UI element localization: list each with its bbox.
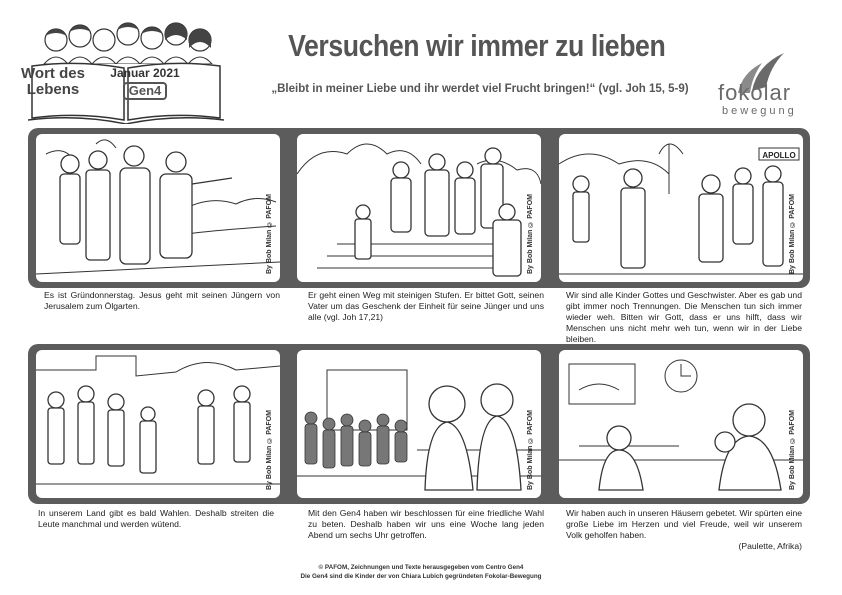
panel-5-drawing — [297, 350, 541, 498]
comic-panel-4 — [36, 350, 280, 498]
panel-2-drawing — [297, 134, 541, 282]
apollo-sign: APOLLO — [762, 151, 796, 160]
comic-panel-3 — [559, 134, 803, 282]
gen4-badge: Gen4 — [123, 82, 168, 100]
panel-credit: By Bob Milan © PAFOM — [266, 410, 273, 490]
panel-3-drawing — [559, 134, 803, 282]
panel-credit: By Bob Milan © PAFOM — [527, 194, 534, 274]
caption-1: Es ist Gründonnerstag. Jesus geht mit seinen Jüngern von Jerusalem zum Ölgarten. — [44, 290, 280, 311]
caption-2: Er geht einen Weg mit steinigen Stufen. Er bittet Gott, seinen Vater um das Geschenk der Einheit für seine Jünger und uns alle (vgl. Joh 17,21) — [308, 290, 544, 322]
panel-6-drawing — [559, 350, 803, 498]
comic-panel-6 — [559, 350, 803, 498]
page-title: Versuchen wir immer zu lieben — [288, 28, 666, 63]
book-right-label — [104, 66, 186, 106]
comic-panel-1 — [36, 134, 280, 282]
panel-credit: By Bob Milan © PAFOM — [266, 194, 273, 274]
logo-line-1: Wort des — [21, 65, 85, 82]
brand-subtitle: bewegung — [722, 105, 797, 117]
footer-line-1: © PAFOM, Zeichnungen und Texte herausgegeben vom Centro Gen4 — [318, 564, 524, 571]
book-left-label — [12, 66, 94, 106]
caption-6-text: Wir haben auch in unseren Häusern gebetet. Wir spürten eine große Liebe im Herzen und viel Freude, weil wir unserem Volk geholfen haben. — [566, 508, 802, 540]
caption-5: Mit den Gen4 haben wir beschlossen für eine friedliche Wahl zu beten. Deshalb haben wir uns eine Woche lang jeden Abend um sechs Uhr getroffen. — [308, 508, 544, 540]
panel-credit: By Bob Milan © PAFOM — [527, 410, 534, 490]
comic-panel-5 — [297, 350, 541, 498]
issue-month: Januar 2021 — [110, 66, 180, 80]
caption-3: Wir sind alle Kinder Gottes und Geschwister. Aber es gab und gibt immer noch Trennungen. Die Menschen tun sich immer wieder weh. Bitten wir Gott, dass er uns hilft, dass wir Menschen uns nicht mehr weh tun, wenn wir in der Liebe bleiben. — [566, 290, 802, 344]
comic-panel-2 — [297, 134, 541, 282]
panel-credit: By Bob Milan © PAFOM — [789, 410, 796, 490]
caption-4: In unserem Land gibt es bald Wahlen. Deshalb streiten die Leute manchmal und werden wütend. — [38, 508, 274, 529]
brand-name: fokolar — [718, 80, 792, 105]
panel-1-drawing — [36, 134, 280, 282]
logo-line-2: Lebens — [26, 81, 80, 98]
bible-quote: „Bleibt in meiner Liebe und ihr werdet viel Frucht bringen!“ (vgl. Joh 15, 5-9) — [271, 83, 689, 95]
caption-6 — [566, 508, 802, 552]
comic-row-1 — [28, 128, 810, 288]
footer-line-2: Die Gen4 sind die Kinder der von Chiara Lubich gegründeten Fokolar-Bewegung — [300, 573, 542, 580]
comic-row-2 — [28, 344, 810, 504]
children-illustration — [36, 12, 216, 64]
panel-4-drawing — [36, 350, 280, 498]
panel-credit: By Bob Milan © PAFOM — [789, 194, 796, 274]
caption-6-signature: (Paulette, Afrika) — [738, 541, 802, 551]
